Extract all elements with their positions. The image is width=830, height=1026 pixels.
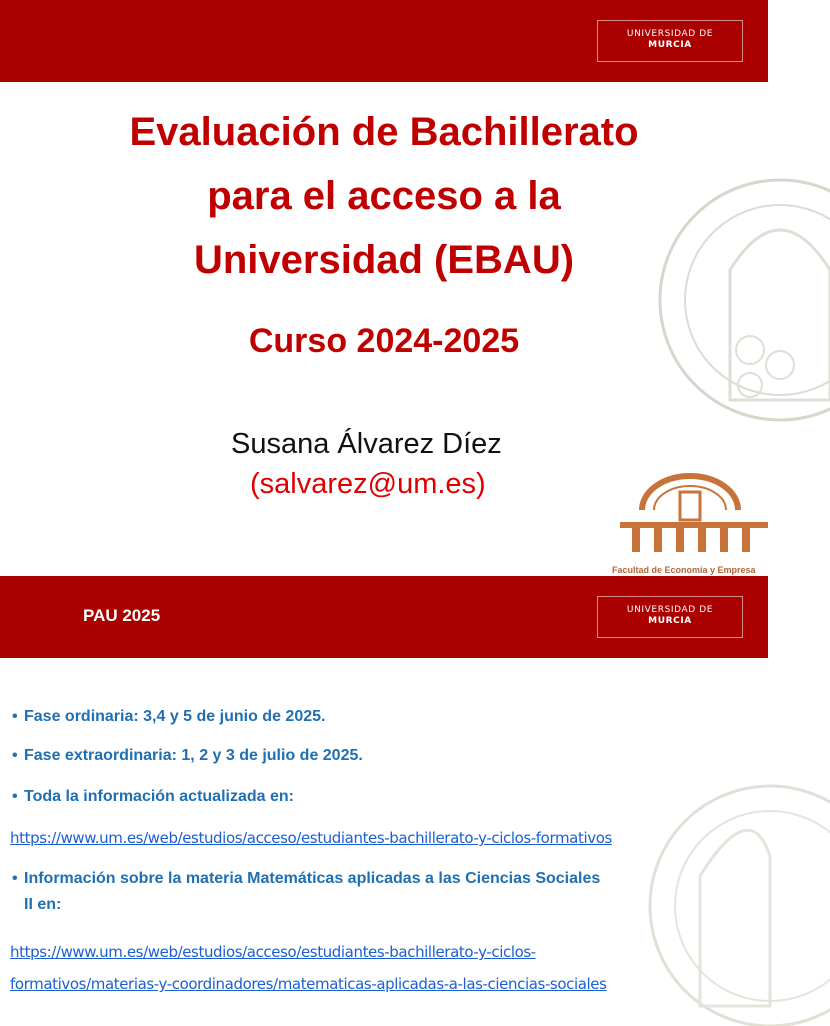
bullet-text: Fase ordinaria: 3,4 y 5 de junio de 2025. (24, 708, 326, 725)
bullet-text: Fase extraordinaria: 1, 2 y 3 de julio de 2025. (24, 747, 363, 764)
link-matematicas-line2[interactable]: formativos/materias-y-coordinadores/matematicas-aplicadas-a-las-ciencias-sociales (10, 975, 607, 993)
faculty-name: Facultad de Economía y Empresa (612, 565, 756, 575)
link-matematicas-line1[interactable]: https://www.um.es/web/estudios/acceso/estudiantes-bachillerato-y-ciclos- (10, 943, 536, 961)
logo-line1: UNIVERSIDAD DE (626, 29, 714, 39)
slide-header-title: PAU 2025 (83, 606, 161, 625)
bullet-info-materia: • Información sobre la materia Matemáticas aplicadas a las Ciencias Sociales II en: (12, 866, 742, 918)
bullet-text: Toda la información actualizada en: (24, 788, 294, 805)
logo-line1: UNIVERSIDAD DE (626, 605, 714, 615)
bullet-fase-ordinaria: • Fase ordinaria: 3,4 y 5 de junio de 2025. (12, 708, 326, 725)
main-title (0, 100, 768, 292)
faculty-emblem-icon (612, 470, 768, 560)
bullet-text-line2: II en: (24, 896, 62, 913)
university-logo (597, 596, 743, 638)
faculty-logo (612, 470, 768, 576)
title-line-1: Evaluación de Bachillerato (129, 110, 639, 154)
bullet-fase-extraordinaria: • Fase extraordinaria: 1, 2 y 3 de julio de 2025. (12, 747, 363, 764)
info-slide (0, 576, 768, 1024)
bullet-info-actualizada: • Toda la información actualizada en: (12, 788, 294, 805)
logo-line2: MURCIA (648, 40, 692, 50)
title-line-2: para el acceso a la (207, 174, 561, 218)
logo-line2: MURCIA (648, 616, 692, 626)
author-name: Susana Álvarez Díez (231, 428, 502, 460)
link-estudiantes-bachillerato[interactable]: https://www.um.es/web/estudios/acceso/estudiantes-bachillerato-y-ciclos-formativos (10, 829, 612, 847)
university-logo (597, 20, 743, 62)
title-line-3: Universidad (EBAU) (193, 238, 575, 282)
author-email: (salvarez@um.es) (250, 468, 486, 500)
course-subtitle: Curso 2024-2025 (248, 322, 520, 360)
bullet-text-line1: Información sobre la materia Matemáticas aplicadas a las Ciencias Sociales (24, 870, 601, 887)
